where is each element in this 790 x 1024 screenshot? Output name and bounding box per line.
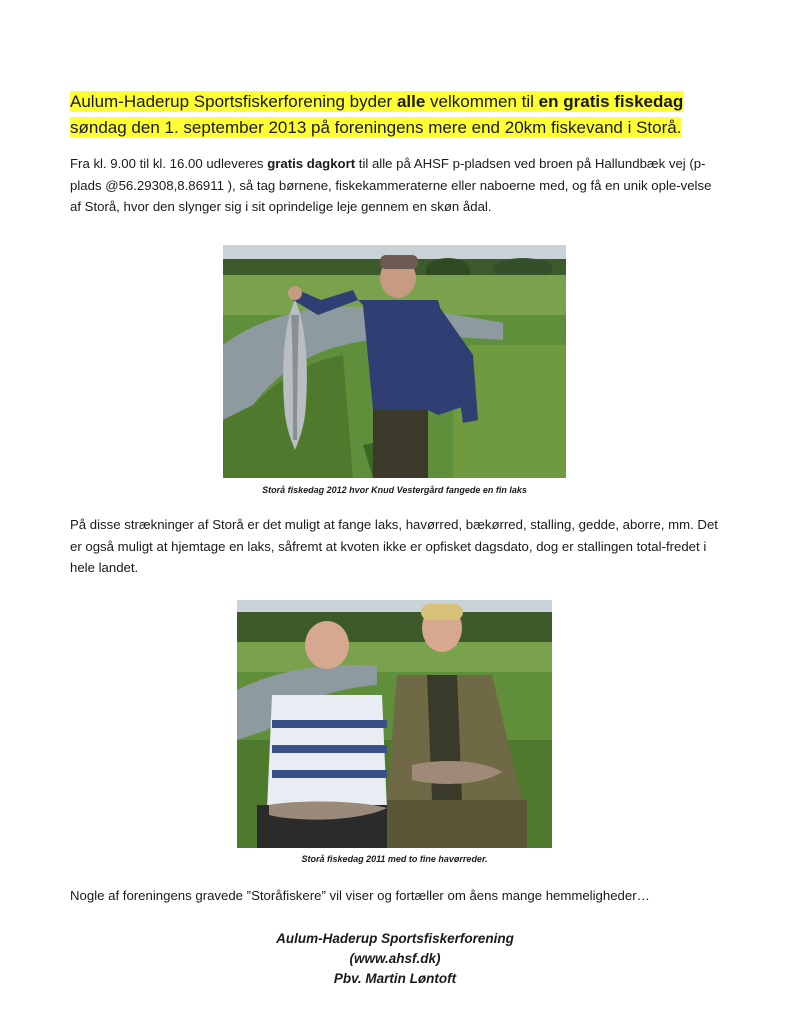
species-paragraph: På disse strækninger af Storå er det muligt at fange laks, havørred, bækørred, stalling, gedde, aborre, mm. Det er også muligt at hjemtage en laks, såfremt at kvoten ikke er opfisket dagsdato, dog er stallingen total-fredet i hele landet. <box>70 517 718 575</box>
headline-bold-alle: alle <box>396 92 426 111</box>
photo-1-caption: Storå fiskedag 2012 hvor Knud Vestergård fangede en fin laks <box>262 485 527 495</box>
intro-text: til alle på AHSF p-pladsen ved broen på Hallundbæk vej (p-plads @56.29308,8.86911 ), så tag børnene, fiskekammeraterne eller naboerne med, og få en unik ople-velse af Storå, hvor den slynger sig i sit oprindelige leje gennem en skøn ådal. <box>70 156 712 214</box>
photo-2-caption: Storå fiskedag 2011 med to fine havørreder. <box>301 854 488 864</box>
signature-block <box>200 929 590 989</box>
headline-line-2: søndag den 1. september 2013 på foreningens mere end 20km fiskevand i Storå. <box>70 118 682 137</box>
headline <box>70 89 720 141</box>
signature-website: (www.ahsf.dk) <box>349 951 441 966</box>
intro-bold-gratis-dagkort: gratis dagkort <box>267 156 356 171</box>
signature-name: Pbv. Martin Løntoft <box>333 971 457 986</box>
signature-organization: Aulum-Haderup Sportsfiskerforening <box>276 931 514 946</box>
intro-paragraph <box>70 153 720 218</box>
photo-two-anglers-with-trout <box>237 600 552 848</box>
closing-paragraph: Nogle af foreningens gravede ”Storåfiskere” vil viser og fortæller om åens mange hemmeligheder… <box>70 888 650 903</box>
headline-bold-gratis-fiskedag: en gratis fiskedag <box>538 92 684 111</box>
headline-text: Aulum-Haderup Sportsfiskerforening byder <box>70 92 397 111</box>
photo-1-illustration <box>223 245 566 478</box>
photo-angler-with-salmon <box>223 245 566 478</box>
headline-line-1 <box>70 91 683 112</box>
photo-2-illustration <box>237 600 552 848</box>
headline-text: velkommen til <box>425 92 539 111</box>
intro-text: Fra kl. 9.00 til kl. 16.00 udleveres <box>70 156 268 171</box>
